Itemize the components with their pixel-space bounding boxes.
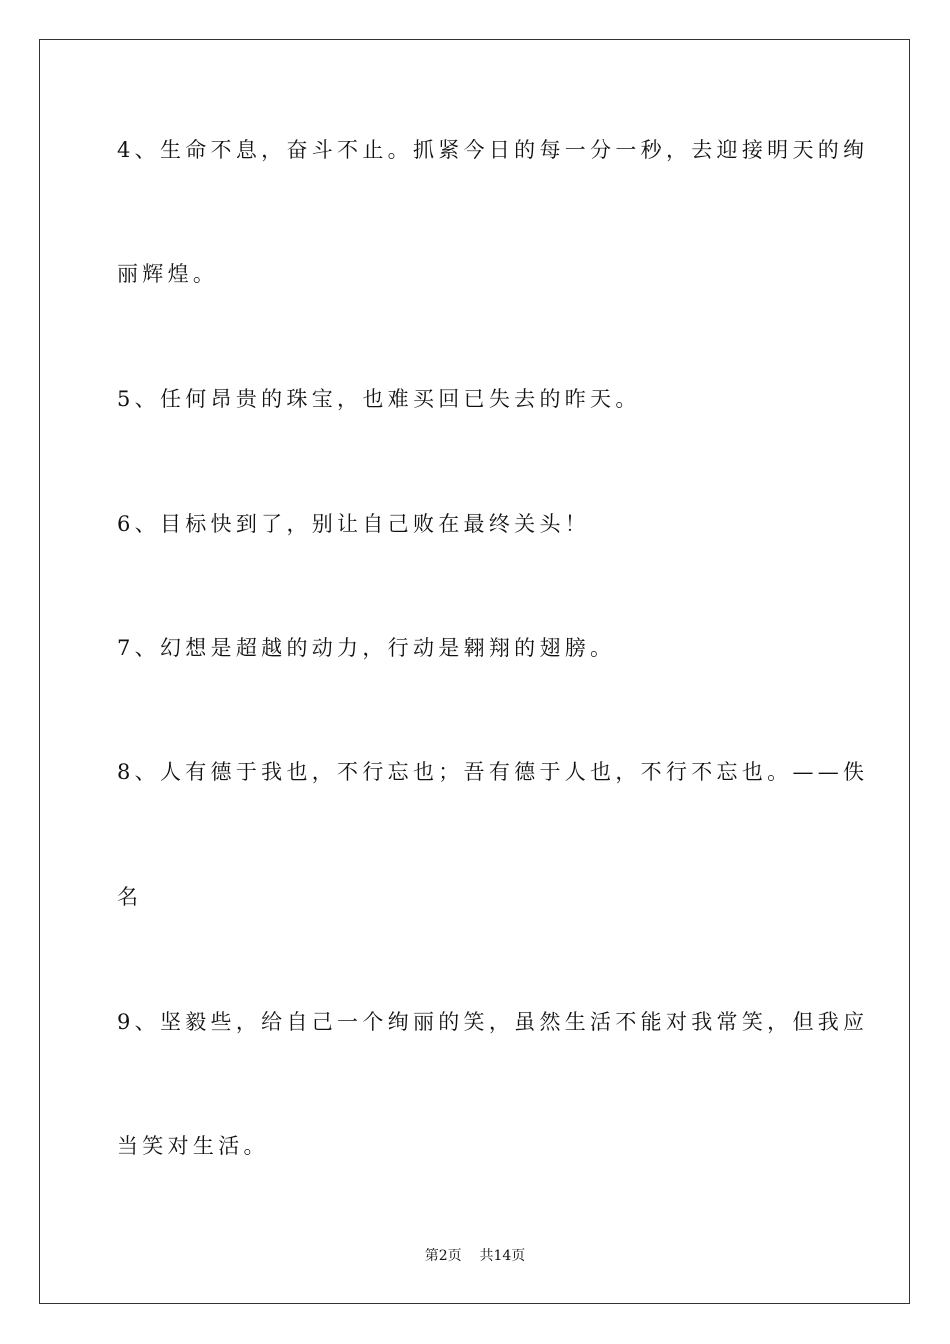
text-line: 名 [117,885,143,909]
text-line: 7、幻想是超越的动力，行动是翱翔的翅膀。 [117,636,616,660]
text-line: 6、目标快到了，别让自己败在最终关头！ [117,512,591,536]
text-line: 4、生命不息，奋斗不止。抓紧今日的每一分一秒，去迎接明天的绚 [117,138,869,162]
text-line: 9、坚毅些，给自己一个绚丽的笑，虽然生活不能对我常笑，但我应 [117,1010,869,1034]
text-line: 8、人有德于我也，不行忘也；吾有德于人也，不行不忘也。——佚 [117,760,869,784]
text-line: 丽辉煌。 [117,262,219,286]
page-number-footer: 第2页 共14页 [424,1248,526,1264]
text-line: 5、任何昂贵的珠宝，也难买回已失去的昨天。 [117,387,641,411]
text-line: 当笑对生活。 [117,1134,269,1158]
page-frame [39,39,910,1304]
